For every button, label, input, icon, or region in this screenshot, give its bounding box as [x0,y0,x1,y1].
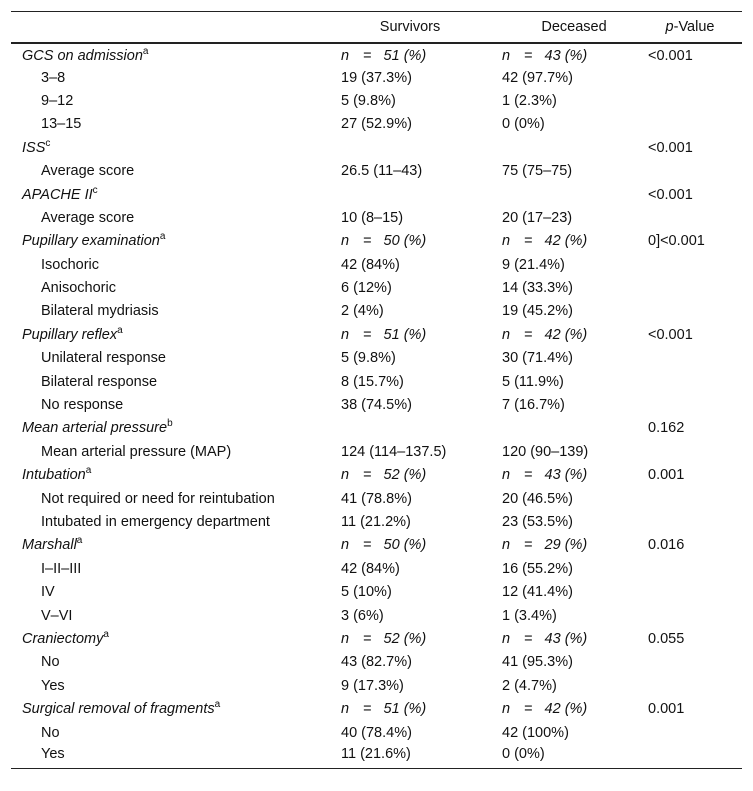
deceased-value: 14 (33.3%) [502,280,573,297]
survivors-value: 6 (12%) [341,280,392,297]
deceased-value: 1 (3.4%) [502,607,557,624]
table-row [11,300,742,323]
deceased-value: 2 (4.7%) [502,677,557,694]
p-value: <0.001 [648,139,693,156]
header-variable [11,12,330,43]
p-value: 0]<0.001 [648,233,705,250]
survivors-n: n = 50 (%) [341,233,427,250]
deceased-n: n = 42 (%) [502,326,588,343]
header-p-value: p-Value [638,12,742,43]
table-row-category [11,417,742,440]
survivors-n: n = 52 (%) [341,467,427,484]
p-value [638,300,742,323]
p-value [638,347,742,370]
row-label: 9–12 [41,92,74,109]
p-value [638,721,742,744]
deceased-value: 0 (0%) [502,116,545,133]
p-value [638,66,742,89]
row-label: Anisochoric [41,280,116,297]
category-label: Mean arterial pressure$^b$ [22,418,173,437]
table-row [11,721,742,744]
table-row-category [11,230,742,253]
deceased-value: 30 (71.4%) [502,350,573,367]
category-label: ISS$^c$ [22,137,51,156]
p-value [638,487,742,510]
p-value [638,253,742,276]
deceased-value: 0 (0%) [490,744,638,769]
table-row [11,744,742,769]
table-row [11,580,742,603]
p-value: 0.055 [648,630,685,647]
header-row [11,12,742,43]
table-row [11,674,742,697]
table-row [11,347,742,370]
table-row-category [11,697,742,720]
deceased-value: 42 (100%) [502,724,569,741]
row-label: 13–15 [41,116,82,133]
table-row [11,604,742,627]
table-row [11,113,742,136]
table-row-category [11,627,742,650]
p-value [638,393,742,416]
p-value [638,159,742,182]
deceased-value: 42 (97.7%) [502,69,573,86]
row-label: Unilateral response [41,350,166,367]
p-value [638,113,742,136]
survivors-value [330,183,490,206]
survivors-value: 5 (10%) [341,584,392,601]
p-value [638,440,742,463]
p-value [638,276,742,299]
deceased-value: 23 (53.5%) [502,514,573,530]
survivors-value: 19 (37.3%) [341,69,412,86]
table-row [11,651,742,674]
deceased-value [490,136,638,159]
row-label: Mean arterial pressure (MAP) [41,443,232,460]
p-value [638,89,742,112]
table-row [11,510,742,533]
table-row [11,370,742,393]
row-label: Average score [41,163,135,180]
p-value [638,651,742,674]
table-row [11,393,742,416]
p-value [638,370,742,393]
deceased-value: 41 (95.3%) [502,654,573,671]
deceased-value: 120 (90–139) [502,443,589,460]
table-row-category [11,183,742,206]
survivors-n: n = 50 (%) [341,537,427,554]
category-label: Pupillary reflex$^a$ [22,325,123,343]
table-row [11,89,742,112]
deceased-value: 5 (11.9%) [502,373,564,390]
survivors-n: n = 51 (%) [341,326,427,343]
table-row [11,206,742,229]
table-row [11,487,742,510]
table-row [11,159,742,182]
table-row-category [11,464,742,487]
deceased-value: 16 (55.2%) [502,560,573,577]
survivors-value: 3 (6%) [341,607,384,624]
deceased-value: 1 (2.3%) [502,92,557,109]
row-label: V–VI [41,607,73,624]
survivors-value: 26.5 (11–43) [341,163,423,180]
table-row-category [11,136,742,159]
deceased-n: n = 29 (%) [502,537,588,554]
header-survivors: Survivors [330,12,490,43]
p-value [638,510,742,533]
row-label: No [41,724,60,741]
survivors-value: 5 (9.8%) [341,350,396,367]
survivors-n: n = 51 (%) [341,701,427,718]
row-label: Yes [41,677,65,694]
p-value: 0.162 [648,420,685,437]
row-label: Isochoric [41,256,100,273]
row-label: No [41,654,60,671]
p-value [638,604,742,627]
deceased-n: n = 43 (%) [502,467,588,484]
deceased-n: n = 42 (%) [502,233,588,250]
deceased-n: n = 43 (%) [502,630,588,647]
row-label: 3–8 [41,69,66,86]
survivors-n: n = 52 (%) [341,630,427,647]
table-row [11,276,742,299]
table-row-category [11,534,742,557]
row-label: Bilateral mydriasis [41,303,159,320]
survivors-value: 2 (4%) [341,303,384,320]
p-value [638,206,742,229]
row-label: I–II–III [41,560,82,577]
p-value [638,580,742,603]
survivors-value: 11 (21.6%) [330,744,490,769]
deceased-value: 12 (41.4%) [502,584,573,601]
table-row [11,253,742,276]
row-label: Yes [11,744,330,769]
row-label: Average score [41,209,135,226]
survivors-value: 40 (78.4%) [341,724,412,741]
row-label: Not required or need for reintubation [41,490,275,507]
table-row [11,440,742,463]
survivors-value: 9 (17.3%) [341,677,404,694]
deceased-value: 9 (21.4%) [502,256,565,273]
category-label: GCS on admission$^a$ [22,45,149,64]
survivors-value: 42 (84%) [341,256,400,273]
survivors-value: 8 (15.7%) [341,373,404,390]
survivors-value: 11 (21.2%) [341,514,411,530]
deceased-value [490,417,638,440]
p-value: 0.001 [648,467,685,484]
p-value: 0.001 [648,701,685,718]
survivors-value [330,136,490,159]
category-label: Craniectomy$^a$ [22,629,109,647]
table-row-category [11,43,742,66]
survivors-value: 10 (8–15) [341,209,404,226]
survivors-value: 124 (114–137.5) [341,443,447,460]
survivors-value: 38 (74.5%) [341,397,412,414]
category-label: Marshall$^a$ [22,535,83,554]
p-value [638,744,742,769]
category-label: Intubation$^a$ [22,465,92,484]
survivors-value [330,417,490,440]
data-table [11,11,742,769]
table-row-category [11,323,742,346]
deceased-value: 75 (75–75) [502,163,573,180]
survivors-n: n = 51 (%) [341,47,427,64]
table-row [11,66,742,89]
header-deceased: Deceased [490,12,638,43]
row-label: Bilateral response [41,373,158,390]
p-value: <0.001 [648,47,693,64]
p-value: 0.016 [648,537,685,554]
survivors-value: 5 (9.8%) [341,92,396,109]
row-label: No response [41,397,124,414]
deceased-value [490,183,638,206]
deceased-value: 19 (45.2%) [502,303,573,320]
category-label: APACHE $II^c$ [22,184,98,203]
p-value: <0.001 [648,186,693,203]
table-row [11,557,742,580]
survivors-value: 27 (52.9%) [341,116,412,133]
deceased-value: 20 (46.5%) [502,490,573,507]
row-label: IV [41,584,55,601]
p-value [638,674,742,697]
deceased-value: 20 (17–23) [502,209,573,226]
deceased-value: 7 (16.7%) [502,397,565,414]
survivors-value: 42 (84%) [341,560,400,577]
survivors-value: 41 (78.8%) [341,490,412,507]
deceased-n: n = 42 (%) [502,701,588,718]
p-value: <0.001 [648,326,693,343]
category-label: Surgical removal of fragments$^a$ [22,699,221,718]
survivors-value: 43 (82.7%) [341,654,412,671]
deceased-n: n = 43 (%) [502,47,588,64]
row-label: Intubated in emergency department [41,514,270,530]
p-value [638,557,742,580]
category-label: Pupillary examination$^a$ [22,231,166,250]
